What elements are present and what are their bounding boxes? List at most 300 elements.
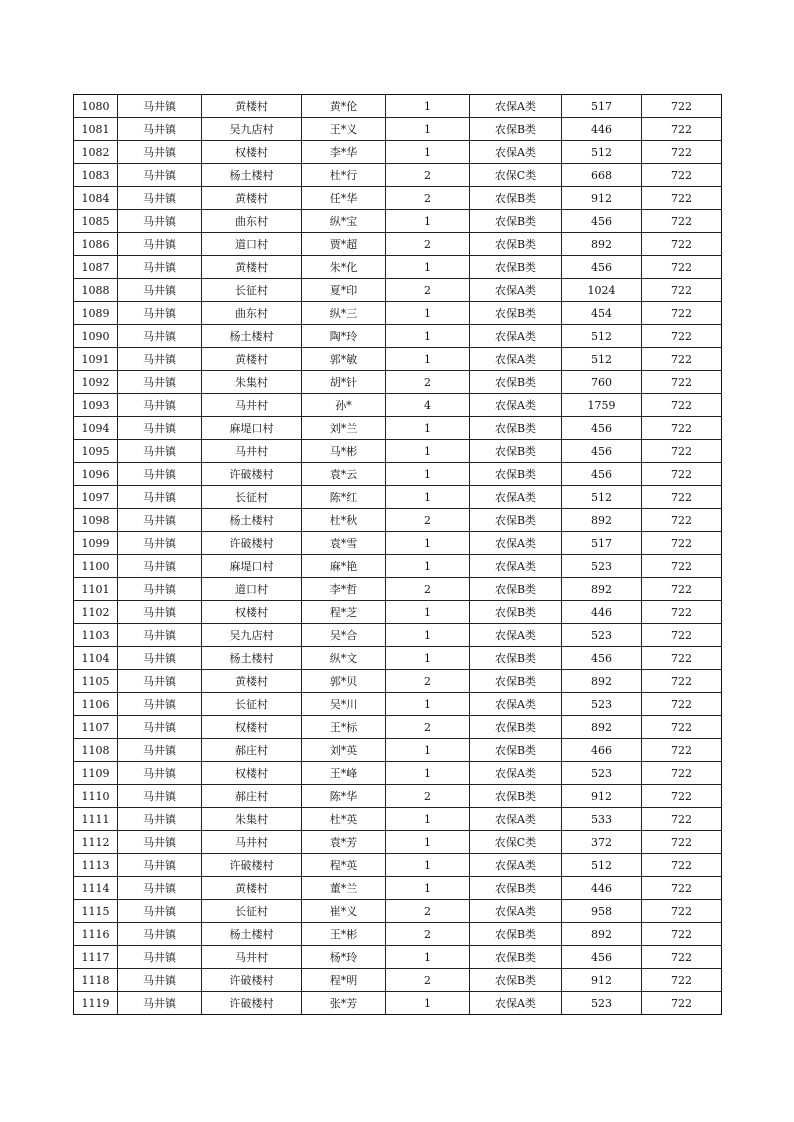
standard-cell: 722 <box>642 164 722 187</box>
village-cell: 杨土楼村 <box>202 923 302 946</box>
village-cell: 黄楼村 <box>202 348 302 371</box>
serial-cell: 1084 <box>74 187 118 210</box>
town-cell: 马井镇 <box>118 532 202 555</box>
name-cell: 杜*秋 <box>302 509 386 532</box>
town-cell: 马井镇 <box>118 509 202 532</box>
town-cell: 马井镇 <box>118 877 202 900</box>
table-row <box>74 854 722 877</box>
standard-cell: 722 <box>642 946 722 969</box>
standard-cell: 722 <box>642 831 722 854</box>
household-size-cell: 1 <box>386 762 470 785</box>
town-cell: 马井镇 <box>118 946 202 969</box>
town-cell: 马井镇 <box>118 831 202 854</box>
serial-cell: 1082 <box>74 141 118 164</box>
serial-cell: 1102 <box>74 601 118 624</box>
town-cell: 马井镇 <box>118 624 202 647</box>
town-cell: 马井镇 <box>118 371 202 394</box>
household-size-cell: 2 <box>386 164 470 187</box>
village-cell: 黄楼村 <box>202 877 302 900</box>
household-size-cell: 2 <box>386 670 470 693</box>
household-size-cell: 2 <box>386 509 470 532</box>
village-cell: 道口村 <box>202 233 302 256</box>
standard-cell: 722 <box>642 440 722 463</box>
table-row <box>74 141 722 164</box>
table-row <box>74 463 722 486</box>
serial-cell: 1094 <box>74 417 118 440</box>
name-cell: 陶*玲 <box>302 325 386 348</box>
town-cell: 马井镇 <box>118 325 202 348</box>
name-cell: 马*彬 <box>302 440 386 463</box>
amount-cell: 523 <box>562 992 642 1015</box>
village-cell: 马井村 <box>202 440 302 463</box>
amount-cell: 512 <box>562 854 642 877</box>
household-size-cell: 2 <box>386 923 470 946</box>
table-row <box>74 279 722 302</box>
village-cell: 权楼村 <box>202 762 302 785</box>
village-cell: 许破楼村 <box>202 463 302 486</box>
category-cell: 农保A类 <box>470 95 562 118</box>
name-cell: 陈*华 <box>302 785 386 808</box>
name-cell: 李*华 <box>302 141 386 164</box>
name-cell: 张*芳 <box>302 992 386 1015</box>
serial-cell: 1091 <box>74 348 118 371</box>
table-row <box>74 716 722 739</box>
town-cell: 马井镇 <box>118 141 202 164</box>
household-size-cell: 1 <box>386 348 470 371</box>
amount-cell: 1024 <box>562 279 642 302</box>
category-cell: 农保A类 <box>470 348 562 371</box>
name-cell: 郭*贝 <box>302 670 386 693</box>
town-cell: 马井镇 <box>118 670 202 693</box>
amount-cell: 523 <box>562 624 642 647</box>
table-row <box>74 877 722 900</box>
household-size-cell: 1 <box>386 693 470 716</box>
serial-cell: 1109 <box>74 762 118 785</box>
household-size-cell: 1 <box>386 877 470 900</box>
household-size-cell: 1 <box>386 95 470 118</box>
standard-cell: 722 <box>642 463 722 486</box>
amount-cell: 446 <box>562 601 642 624</box>
table-row <box>74 647 722 670</box>
name-cell: 李*哲 <box>302 578 386 601</box>
village-cell: 长征村 <box>202 279 302 302</box>
household-size-cell: 2 <box>386 578 470 601</box>
standard-cell: 722 <box>642 348 722 371</box>
serial-cell: 1096 <box>74 463 118 486</box>
village-cell: 杨土楼村 <box>202 325 302 348</box>
category-cell: 农保B类 <box>470 302 562 325</box>
village-cell: 黄楼村 <box>202 256 302 279</box>
table-row <box>74 302 722 325</box>
name-cell: 刘*英 <box>302 739 386 762</box>
table-row <box>74 486 722 509</box>
standard-cell: 722 <box>642 601 722 624</box>
village-cell: 郝庄村 <box>202 785 302 808</box>
town-cell: 马井镇 <box>118 762 202 785</box>
household-size-cell: 4 <box>386 394 470 417</box>
amount-cell: 446 <box>562 118 642 141</box>
amount-cell: 456 <box>562 210 642 233</box>
category-cell: 农保A类 <box>470 325 562 348</box>
table-row <box>74 187 722 210</box>
amount-cell: 912 <box>562 969 642 992</box>
town-cell: 马井镇 <box>118 601 202 624</box>
name-cell: 纵*三 <box>302 302 386 325</box>
town-cell: 马井镇 <box>118 348 202 371</box>
name-cell: 夏*印 <box>302 279 386 302</box>
town-cell: 马井镇 <box>118 233 202 256</box>
village-cell: 许破楼村 <box>202 532 302 555</box>
household-size-cell: 1 <box>386 831 470 854</box>
amount-cell: 912 <box>562 785 642 808</box>
town-cell: 马井镇 <box>118 279 202 302</box>
standard-cell: 722 <box>642 785 722 808</box>
standard-cell: 722 <box>642 854 722 877</box>
household-size-cell: 1 <box>386 118 470 141</box>
amount-cell: 892 <box>562 716 642 739</box>
village-cell: 吴九店村 <box>202 118 302 141</box>
category-cell: 农保B类 <box>470 716 562 739</box>
category-cell: 农保B类 <box>470 946 562 969</box>
category-cell: 农保A类 <box>470 532 562 555</box>
serial-cell: 1097 <box>74 486 118 509</box>
standard-cell: 722 <box>642 716 722 739</box>
amount-cell: 912 <box>562 187 642 210</box>
town-cell: 马井镇 <box>118 808 202 831</box>
household-size-cell: 2 <box>386 371 470 394</box>
name-cell: 杜*英 <box>302 808 386 831</box>
household-size-cell: 2 <box>386 279 470 302</box>
household-size-cell: 1 <box>386 141 470 164</box>
serial-cell: 1111 <box>74 808 118 831</box>
serial-cell: 1104 <box>74 647 118 670</box>
table-row <box>74 210 722 233</box>
village-cell: 朱集村 <box>202 808 302 831</box>
table-row <box>74 348 722 371</box>
town-cell: 马井镇 <box>118 440 202 463</box>
town-cell: 马井镇 <box>118 854 202 877</box>
standard-cell: 722 <box>642 187 722 210</box>
category-cell: 农保B类 <box>470 923 562 946</box>
category-cell: 农保B类 <box>470 233 562 256</box>
serial-cell: 1115 <box>74 900 118 923</box>
serial-cell: 1089 <box>74 302 118 325</box>
standard-cell: 722 <box>642 532 722 555</box>
serial-cell: 1116 <box>74 923 118 946</box>
category-cell: 农保B类 <box>470 647 562 670</box>
table-row <box>74 693 722 716</box>
table-row <box>74 900 722 923</box>
amount-cell: 512 <box>562 486 642 509</box>
household-size-cell: 2 <box>386 900 470 923</box>
name-cell: 陈*红 <box>302 486 386 509</box>
category-cell: 农保A类 <box>470 808 562 831</box>
category-cell: 农保B类 <box>470 118 562 141</box>
standard-cell: 722 <box>642 900 722 923</box>
standard-cell: 722 <box>642 509 722 532</box>
household-size-cell: 1 <box>386 256 470 279</box>
amount-cell: 958 <box>562 900 642 923</box>
category-cell: 农保B类 <box>470 463 562 486</box>
standard-cell: 722 <box>642 95 722 118</box>
serial-cell: 1080 <box>74 95 118 118</box>
category-cell: 农保B类 <box>470 785 562 808</box>
amount-cell: 892 <box>562 923 642 946</box>
household-size-cell: 2 <box>386 785 470 808</box>
category-cell: 农保A类 <box>470 394 562 417</box>
name-cell: 杜*行 <box>302 164 386 187</box>
name-cell: 贾*超 <box>302 233 386 256</box>
table-row <box>74 95 722 118</box>
village-cell: 许破楼村 <box>202 854 302 877</box>
village-cell: 长征村 <box>202 486 302 509</box>
category-cell: 农保B类 <box>470 739 562 762</box>
standard-cell: 722 <box>642 808 722 831</box>
standard-cell: 722 <box>642 233 722 256</box>
name-cell: 朱*化 <box>302 256 386 279</box>
table-row <box>74 555 722 578</box>
town-cell: 马井镇 <box>118 555 202 578</box>
name-cell: 孙* <box>302 394 386 417</box>
household-size-cell: 1 <box>386 302 470 325</box>
table-body <box>74 95 722 1015</box>
household-size-cell: 1 <box>386 854 470 877</box>
serial-cell: 1112 <box>74 831 118 854</box>
serial-cell: 1090 <box>74 325 118 348</box>
standard-cell: 722 <box>642 302 722 325</box>
category-cell: 农保B类 <box>470 670 562 693</box>
village-cell: 杨土楼村 <box>202 509 302 532</box>
serial-cell: 1106 <box>74 693 118 716</box>
name-cell: 郭*敏 <box>302 348 386 371</box>
town-cell: 马井镇 <box>118 302 202 325</box>
serial-cell: 1110 <box>74 785 118 808</box>
category-cell: 农保A类 <box>470 992 562 1015</box>
name-cell: 崔*义 <box>302 900 386 923</box>
village-cell: 曲东村 <box>202 210 302 233</box>
standard-cell: 722 <box>642 992 722 1015</box>
table-row <box>74 992 722 1015</box>
amount-cell: 517 <box>562 532 642 555</box>
town-cell: 马井镇 <box>118 923 202 946</box>
standard-cell: 722 <box>642 578 722 601</box>
category-cell: 农保B类 <box>470 371 562 394</box>
table-row <box>74 670 722 693</box>
amount-cell: 892 <box>562 670 642 693</box>
name-cell: 纵*文 <box>302 647 386 670</box>
village-cell: 曲东村 <box>202 302 302 325</box>
town-cell: 马井镇 <box>118 578 202 601</box>
town-cell: 马井镇 <box>118 739 202 762</box>
category-cell: 农保A类 <box>470 854 562 877</box>
amount-cell: 523 <box>562 693 642 716</box>
household-size-cell: 1 <box>386 624 470 647</box>
category-cell: 农保A类 <box>470 624 562 647</box>
category-cell: 农保B类 <box>470 440 562 463</box>
amount-cell: 372 <box>562 831 642 854</box>
amount-cell: 512 <box>562 325 642 348</box>
name-cell: 黄*伦 <box>302 95 386 118</box>
category-cell: 农保A类 <box>470 279 562 302</box>
town-cell: 马井镇 <box>118 417 202 440</box>
name-cell: 袁*云 <box>302 463 386 486</box>
category-cell: 农保B类 <box>470 877 562 900</box>
household-size-cell: 1 <box>386 946 470 969</box>
household-size-cell: 1 <box>386 486 470 509</box>
household-size-cell: 2 <box>386 969 470 992</box>
household-size-cell: 1 <box>386 325 470 348</box>
town-cell: 马井镇 <box>118 992 202 1015</box>
name-cell: 王*彬 <box>302 923 386 946</box>
category-cell: 农保A类 <box>470 693 562 716</box>
beneficiary-table <box>73 94 722 1015</box>
table-row <box>74 440 722 463</box>
category-cell: 农保A类 <box>470 900 562 923</box>
amount-cell: 517 <box>562 95 642 118</box>
village-cell: 黄楼村 <box>202 187 302 210</box>
name-cell: 麻*艳 <box>302 555 386 578</box>
name-cell: 程*明 <box>302 969 386 992</box>
village-cell: 郝庄村 <box>202 739 302 762</box>
village-cell: 黄楼村 <box>202 670 302 693</box>
category-cell: 农保B类 <box>470 969 562 992</box>
village-cell: 长征村 <box>202 900 302 923</box>
town-cell: 马井镇 <box>118 394 202 417</box>
serial-cell: 1108 <box>74 739 118 762</box>
standard-cell: 722 <box>642 923 722 946</box>
town-cell: 马井镇 <box>118 187 202 210</box>
name-cell: 杨*玲 <box>302 946 386 969</box>
village-cell: 道口村 <box>202 578 302 601</box>
amount-cell: 456 <box>562 463 642 486</box>
household-size-cell: 2 <box>386 233 470 256</box>
category-cell: 农保B类 <box>470 417 562 440</box>
amount-cell: 892 <box>562 509 642 532</box>
town-cell: 马井镇 <box>118 486 202 509</box>
standard-cell: 722 <box>642 417 722 440</box>
village-cell: 权楼村 <box>202 716 302 739</box>
standard-cell: 722 <box>642 325 722 348</box>
table-row <box>74 394 722 417</box>
category-cell: 农保B类 <box>470 509 562 532</box>
household-size-cell: 1 <box>386 440 470 463</box>
village-cell: 马井村 <box>202 831 302 854</box>
standard-cell: 722 <box>642 739 722 762</box>
category-cell: 农保C类 <box>470 164 562 187</box>
table-row <box>74 417 722 440</box>
standard-cell: 722 <box>642 210 722 233</box>
serial-cell: 1098 <box>74 509 118 532</box>
serial-cell: 1088 <box>74 279 118 302</box>
household-size-cell: 1 <box>386 647 470 670</box>
table-row <box>74 739 722 762</box>
table-row <box>74 831 722 854</box>
village-cell: 吴九店村 <box>202 624 302 647</box>
table-row <box>74 532 722 555</box>
amount-cell: 1759 <box>562 394 642 417</box>
village-cell: 许破楼村 <box>202 992 302 1015</box>
category-cell: 农保B类 <box>470 256 562 279</box>
amount-cell: 523 <box>562 762 642 785</box>
standard-cell: 722 <box>642 877 722 900</box>
category-cell: 农保A类 <box>470 762 562 785</box>
standard-cell: 722 <box>642 141 722 164</box>
serial-cell: 1117 <box>74 946 118 969</box>
serial-cell: 1103 <box>74 624 118 647</box>
village-cell: 马井村 <box>202 946 302 969</box>
household-size-cell: 2 <box>386 187 470 210</box>
name-cell: 王*义 <box>302 118 386 141</box>
serial-cell: 1113 <box>74 854 118 877</box>
standard-cell: 722 <box>642 693 722 716</box>
village-cell: 权楼村 <box>202 141 302 164</box>
town-cell: 马井镇 <box>118 463 202 486</box>
town-cell: 马井镇 <box>118 693 202 716</box>
serial-cell: 1083 <box>74 164 118 187</box>
table-row <box>74 325 722 348</box>
table-row <box>74 785 722 808</box>
household-size-cell: 1 <box>386 210 470 233</box>
table-row <box>74 164 722 187</box>
amount-cell: 454 <box>562 302 642 325</box>
table-row <box>74 509 722 532</box>
town-cell: 马井镇 <box>118 164 202 187</box>
village-cell: 杨土楼村 <box>202 164 302 187</box>
town-cell: 马井镇 <box>118 647 202 670</box>
table-row <box>74 762 722 785</box>
amount-cell: 466 <box>562 739 642 762</box>
village-cell: 长征村 <box>202 693 302 716</box>
serial-cell: 1119 <box>74 992 118 1015</box>
category-cell: 农保B类 <box>470 187 562 210</box>
standard-cell: 722 <box>642 118 722 141</box>
town-cell: 马井镇 <box>118 210 202 233</box>
village-cell: 马井村 <box>202 394 302 417</box>
serial-cell: 1118 <box>74 969 118 992</box>
town-cell: 马井镇 <box>118 95 202 118</box>
town-cell: 马井镇 <box>118 969 202 992</box>
standard-cell: 722 <box>642 279 722 302</box>
household-size-cell: 1 <box>386 532 470 555</box>
standard-cell: 722 <box>642 647 722 670</box>
amount-cell: 892 <box>562 233 642 256</box>
amount-cell: 512 <box>562 141 642 164</box>
serial-cell: 1087 <box>74 256 118 279</box>
name-cell: 袁*雪 <box>302 532 386 555</box>
table-row <box>74 371 722 394</box>
name-cell: 刘*兰 <box>302 417 386 440</box>
table-row <box>74 118 722 141</box>
town-cell: 马井镇 <box>118 118 202 141</box>
household-size-cell: 1 <box>386 808 470 831</box>
amount-cell: 668 <box>562 164 642 187</box>
household-size-cell: 1 <box>386 601 470 624</box>
household-size-cell: 1 <box>386 992 470 1015</box>
name-cell: 程*芝 <box>302 601 386 624</box>
category-cell: 农保C类 <box>470 831 562 854</box>
town-cell: 马井镇 <box>118 785 202 808</box>
category-cell: 农保A类 <box>470 555 562 578</box>
category-cell: 农保B类 <box>470 578 562 601</box>
serial-cell: 1093 <box>74 394 118 417</box>
standard-cell: 722 <box>642 969 722 992</box>
household-size-cell: 1 <box>386 555 470 578</box>
table-row <box>74 578 722 601</box>
serial-cell: 1081 <box>74 118 118 141</box>
amount-cell: 512 <box>562 348 642 371</box>
town-cell: 马井镇 <box>118 256 202 279</box>
standard-cell: 722 <box>642 371 722 394</box>
